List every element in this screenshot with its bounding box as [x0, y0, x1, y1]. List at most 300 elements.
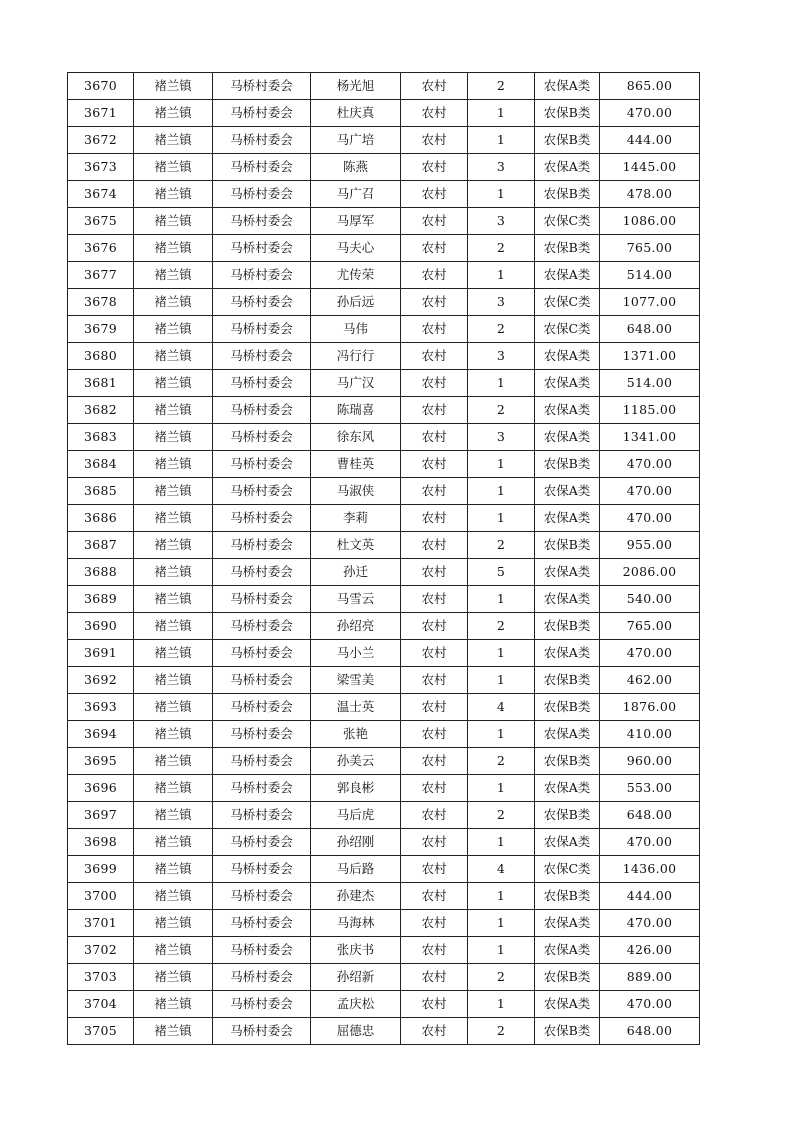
- town-cell: 褚兰镇: [134, 883, 213, 910]
- household-size-cell: 3: [468, 343, 535, 370]
- amount-cell: 470.00: [600, 991, 700, 1018]
- town-cell: 褚兰镇: [134, 343, 213, 370]
- record-number-cell: 3692: [68, 667, 134, 694]
- insurance-category-cell: 农保B类: [535, 451, 600, 478]
- record-number-cell: 3684: [68, 451, 134, 478]
- person-name-cell: 孙绍亮: [311, 613, 401, 640]
- amount-cell: 470.00: [600, 100, 700, 127]
- residence-type-cell: 农村: [401, 154, 468, 181]
- village-committee-cell: 马桥村委会: [213, 424, 311, 451]
- table-row: [68, 694, 700, 721]
- town-cell: 褚兰镇: [134, 262, 213, 289]
- insurance-category-cell: 农保A类: [535, 991, 600, 1018]
- beneficiary-table: [67, 72, 700, 1045]
- amount-cell: 1086.00: [600, 208, 700, 235]
- village-committee-cell: 马桥村委会: [213, 289, 311, 316]
- residence-type-cell: 农村: [401, 964, 468, 991]
- table-row: [68, 937, 700, 964]
- village-committee-cell: 马桥村委会: [213, 100, 311, 127]
- village-committee-cell: 马桥村委会: [213, 586, 311, 613]
- town-cell: 褚兰镇: [134, 73, 213, 100]
- town-cell: 褚兰镇: [134, 667, 213, 694]
- person-name-cell: 马后路: [311, 856, 401, 883]
- table-row: [68, 262, 700, 289]
- village-committee-cell: 马桥村委会: [213, 856, 311, 883]
- insurance-category-cell: 农保B类: [535, 748, 600, 775]
- insurance-category-cell: 农保A类: [535, 829, 600, 856]
- insurance-category-cell: 农保B类: [535, 181, 600, 208]
- residence-type-cell: 农村: [401, 478, 468, 505]
- record-number-cell: 3693: [68, 694, 134, 721]
- household-size-cell: 1: [468, 127, 535, 154]
- record-number-cell: 3671: [68, 100, 134, 127]
- insurance-category-cell: 农保A类: [535, 505, 600, 532]
- person-name-cell: 冯行行: [311, 343, 401, 370]
- village-committee-cell: 马桥村委会: [213, 181, 311, 208]
- record-number-cell: 3687: [68, 532, 134, 559]
- person-name-cell: 马厚军: [311, 208, 401, 235]
- insurance-category-cell: 农保B类: [535, 532, 600, 559]
- table-row: [68, 370, 700, 397]
- record-number-cell: 3680: [68, 343, 134, 370]
- residence-type-cell: 农村: [401, 640, 468, 667]
- record-number-cell: 3697: [68, 802, 134, 829]
- table-row: [68, 775, 700, 802]
- record-number-cell: 3681: [68, 370, 134, 397]
- household-size-cell: 2: [468, 532, 535, 559]
- village-committee-cell: 马桥村委会: [213, 505, 311, 532]
- household-size-cell: 1: [468, 640, 535, 667]
- residence-type-cell: 农村: [401, 208, 468, 235]
- amount-cell: 470.00: [600, 451, 700, 478]
- table-row: [68, 478, 700, 505]
- amount-cell: 1077.00: [600, 289, 700, 316]
- village-committee-cell: 马桥村委会: [213, 73, 311, 100]
- record-number-cell: 3674: [68, 181, 134, 208]
- household-size-cell: 1: [468, 937, 535, 964]
- person-name-cell: 温士英: [311, 694, 401, 721]
- person-name-cell: 杜庆真: [311, 100, 401, 127]
- residence-type-cell: 农村: [401, 181, 468, 208]
- record-number-cell: 3686: [68, 505, 134, 532]
- record-number-cell: 3679: [68, 316, 134, 343]
- town-cell: 褚兰镇: [134, 397, 213, 424]
- insurance-category-cell: 农保B类: [535, 964, 600, 991]
- town-cell: 褚兰镇: [134, 505, 213, 532]
- residence-type-cell: 农村: [401, 775, 468, 802]
- insurance-category-cell: 农保C类: [535, 208, 600, 235]
- record-number-cell: 3699: [68, 856, 134, 883]
- insurance-category-cell: 农保A类: [535, 721, 600, 748]
- amount-cell: 514.00: [600, 370, 700, 397]
- table-row: [68, 343, 700, 370]
- record-number-cell: 3683: [68, 424, 134, 451]
- record-number-cell: 3676: [68, 235, 134, 262]
- village-committee-cell: 马桥村委会: [213, 775, 311, 802]
- village-committee-cell: 马桥村委会: [213, 532, 311, 559]
- person-name-cell: 马广培: [311, 127, 401, 154]
- record-number-cell: 3685: [68, 478, 134, 505]
- amount-cell: 648.00: [600, 316, 700, 343]
- residence-type-cell: 农村: [401, 127, 468, 154]
- record-number-cell: 3670: [68, 73, 134, 100]
- town-cell: 褚兰镇: [134, 721, 213, 748]
- amount-cell: 765.00: [600, 235, 700, 262]
- insurance-category-cell: 农保C类: [535, 316, 600, 343]
- village-committee-cell: 马桥村委会: [213, 991, 311, 1018]
- village-committee-cell: 马桥村委会: [213, 397, 311, 424]
- person-name-cell: 马夫心: [311, 235, 401, 262]
- amount-cell: 1341.00: [600, 424, 700, 451]
- insurance-category-cell: 农保B类: [535, 127, 600, 154]
- person-name-cell: 孙后远: [311, 289, 401, 316]
- amount-cell: 410.00: [600, 721, 700, 748]
- person-name-cell: 梁雪美: [311, 667, 401, 694]
- household-size-cell: 2: [468, 613, 535, 640]
- person-name-cell: 孙绍刚: [311, 829, 401, 856]
- person-name-cell: 马广召: [311, 181, 401, 208]
- person-name-cell: 徐东风: [311, 424, 401, 451]
- table-row: [68, 208, 700, 235]
- town-cell: 褚兰镇: [134, 181, 213, 208]
- amount-cell: 478.00: [600, 181, 700, 208]
- person-name-cell: 李莉: [311, 505, 401, 532]
- person-name-cell: 马海林: [311, 910, 401, 937]
- table-row: [68, 667, 700, 694]
- residence-type-cell: 农村: [401, 721, 468, 748]
- amount-cell: 865.00: [600, 73, 700, 100]
- table-row: [68, 505, 700, 532]
- table-row: [68, 154, 700, 181]
- record-number-cell: 3688: [68, 559, 134, 586]
- village-committee-cell: 马桥村委会: [213, 1018, 311, 1045]
- village-committee-cell: 马桥村委会: [213, 694, 311, 721]
- amount-cell: 462.00: [600, 667, 700, 694]
- household-size-cell: 1: [468, 775, 535, 802]
- household-size-cell: 5: [468, 559, 535, 586]
- town-cell: 褚兰镇: [134, 100, 213, 127]
- residence-type-cell: 农村: [401, 316, 468, 343]
- household-size-cell: 2: [468, 73, 535, 100]
- household-size-cell: 1: [468, 262, 535, 289]
- village-committee-cell: 马桥村委会: [213, 127, 311, 154]
- household-size-cell: 3: [468, 208, 535, 235]
- record-number-cell: 3689: [68, 586, 134, 613]
- town-cell: 褚兰镇: [134, 964, 213, 991]
- amount-cell: 1445.00: [600, 154, 700, 181]
- residence-type-cell: 农村: [401, 991, 468, 1018]
- household-size-cell: 4: [468, 856, 535, 883]
- village-committee-cell: 马桥村委会: [213, 910, 311, 937]
- table-row: [68, 883, 700, 910]
- insurance-category-cell: 农保A类: [535, 397, 600, 424]
- village-committee-cell: 马桥村委会: [213, 235, 311, 262]
- village-committee-cell: 马桥村委会: [213, 262, 311, 289]
- village-committee-cell: 马桥村委会: [213, 802, 311, 829]
- amount-cell: 540.00: [600, 586, 700, 613]
- amount-cell: 1371.00: [600, 343, 700, 370]
- household-size-cell: 1: [468, 100, 535, 127]
- residence-type-cell: 农村: [401, 937, 468, 964]
- table-row: [68, 100, 700, 127]
- amount-cell: 470.00: [600, 478, 700, 505]
- insurance-category-cell: 农保B类: [535, 613, 600, 640]
- person-name-cell: 屈德忠: [311, 1018, 401, 1045]
- table-row: [68, 451, 700, 478]
- record-number-cell: 3698: [68, 829, 134, 856]
- household-size-cell: 1: [468, 586, 535, 613]
- village-committee-cell: 马桥村委会: [213, 829, 311, 856]
- village-committee-cell: 马桥村委会: [213, 937, 311, 964]
- record-number-cell: 3672: [68, 127, 134, 154]
- amount-cell: 444.00: [600, 127, 700, 154]
- household-size-cell: 3: [468, 289, 535, 316]
- table-row: [68, 1018, 700, 1045]
- insurance-category-cell: 农保A类: [535, 73, 600, 100]
- insurance-category-cell: 农保B类: [535, 100, 600, 127]
- residence-type-cell: 农村: [401, 748, 468, 775]
- record-number-cell: 3705: [68, 1018, 134, 1045]
- residence-type-cell: 农村: [401, 1018, 468, 1045]
- town-cell: 褚兰镇: [134, 127, 213, 154]
- amount-cell: 648.00: [600, 1018, 700, 1045]
- household-size-cell: 2: [468, 964, 535, 991]
- insurance-category-cell: 农保A类: [535, 262, 600, 289]
- household-size-cell: 1: [468, 505, 535, 532]
- record-number-cell: 3690: [68, 613, 134, 640]
- table-row: [68, 559, 700, 586]
- household-size-cell: 1: [468, 181, 535, 208]
- record-number-cell: 3701: [68, 910, 134, 937]
- amount-cell: 1876.00: [600, 694, 700, 721]
- household-size-cell: 2: [468, 748, 535, 775]
- village-committee-cell: 马桥村委会: [213, 721, 311, 748]
- amount-cell: 765.00: [600, 613, 700, 640]
- record-number-cell: 3694: [68, 721, 134, 748]
- town-cell: 褚兰镇: [134, 559, 213, 586]
- village-committee-cell: 马桥村委会: [213, 208, 311, 235]
- amount-cell: 889.00: [600, 964, 700, 991]
- record-number-cell: 3691: [68, 640, 134, 667]
- household-size-cell: 1: [468, 991, 535, 1018]
- person-name-cell: 曹桂英: [311, 451, 401, 478]
- village-committee-cell: 马桥村委会: [213, 883, 311, 910]
- person-name-cell: 马雪云: [311, 586, 401, 613]
- town-cell: 褚兰镇: [134, 640, 213, 667]
- table-row: [68, 721, 700, 748]
- table-row: [68, 586, 700, 613]
- town-cell: 褚兰镇: [134, 937, 213, 964]
- table-row: [68, 424, 700, 451]
- person-name-cell: 马小兰: [311, 640, 401, 667]
- table-row: [68, 748, 700, 775]
- household-size-cell: 3: [468, 424, 535, 451]
- person-name-cell: 郭良彬: [311, 775, 401, 802]
- table-row: [68, 397, 700, 424]
- town-cell: 褚兰镇: [134, 856, 213, 883]
- amount-cell: 960.00: [600, 748, 700, 775]
- town-cell: 褚兰镇: [134, 694, 213, 721]
- record-number-cell: 3675: [68, 208, 134, 235]
- person-name-cell: 孙建杰: [311, 883, 401, 910]
- insurance-category-cell: 农保B类: [535, 667, 600, 694]
- town-cell: 褚兰镇: [134, 316, 213, 343]
- household-size-cell: 2: [468, 1018, 535, 1045]
- table-body: [68, 73, 700, 1045]
- insurance-category-cell: 农保A类: [535, 478, 600, 505]
- table-row: [68, 991, 700, 1018]
- insurance-category-cell: 农保A类: [535, 154, 600, 181]
- table-row: [68, 829, 700, 856]
- person-name-cell: 马伟: [311, 316, 401, 343]
- table-row: [68, 181, 700, 208]
- residence-type-cell: 农村: [401, 424, 468, 451]
- household-size-cell: 4: [468, 694, 535, 721]
- town-cell: 褚兰镇: [134, 289, 213, 316]
- person-name-cell: 马后虎: [311, 802, 401, 829]
- residence-type-cell: 农村: [401, 910, 468, 937]
- residence-type-cell: 农村: [401, 505, 468, 532]
- household-size-cell: 2: [468, 316, 535, 343]
- household-size-cell: 3: [468, 154, 535, 181]
- insurance-category-cell: 农保A类: [535, 586, 600, 613]
- record-number-cell: 3704: [68, 991, 134, 1018]
- household-size-cell: 2: [468, 802, 535, 829]
- town-cell: 褚兰镇: [134, 991, 213, 1018]
- residence-type-cell: 农村: [401, 289, 468, 316]
- town-cell: 褚兰镇: [134, 775, 213, 802]
- amount-cell: 470.00: [600, 910, 700, 937]
- village-committee-cell: 马桥村委会: [213, 316, 311, 343]
- person-name-cell: 孙绍新: [311, 964, 401, 991]
- record-number-cell: 3682: [68, 397, 134, 424]
- village-committee-cell: 马桥村委会: [213, 154, 311, 181]
- table-row: [68, 235, 700, 262]
- insurance-category-cell: 农保A类: [535, 370, 600, 397]
- amount-cell: 470.00: [600, 505, 700, 532]
- town-cell: 褚兰镇: [134, 613, 213, 640]
- person-name-cell: 张艳: [311, 721, 401, 748]
- residence-type-cell: 农村: [401, 532, 468, 559]
- residence-type-cell: 农村: [401, 73, 468, 100]
- household-size-cell: 1: [468, 721, 535, 748]
- residence-type-cell: 农村: [401, 370, 468, 397]
- residence-type-cell: 农村: [401, 559, 468, 586]
- village-committee-cell: 马桥村委会: [213, 370, 311, 397]
- insurance-category-cell: 农保B类: [535, 1018, 600, 1045]
- person-name-cell: 杜文英: [311, 532, 401, 559]
- table-row: [68, 802, 700, 829]
- residence-type-cell: 农村: [401, 856, 468, 883]
- residence-type-cell: 农村: [401, 100, 468, 127]
- residence-type-cell: 农村: [401, 883, 468, 910]
- town-cell: 褚兰镇: [134, 1018, 213, 1045]
- residence-type-cell: 农村: [401, 586, 468, 613]
- insurance-category-cell: 农保A类: [535, 937, 600, 964]
- person-name-cell: 马淑侠: [311, 478, 401, 505]
- amount-cell: 2086.00: [600, 559, 700, 586]
- insurance-category-cell: 农保A类: [535, 775, 600, 802]
- record-number-cell: 3700: [68, 883, 134, 910]
- amount-cell: 553.00: [600, 775, 700, 802]
- amount-cell: 514.00: [600, 262, 700, 289]
- residence-type-cell: 农村: [401, 262, 468, 289]
- village-committee-cell: 马桥村委会: [213, 748, 311, 775]
- record-number-cell: 3703: [68, 964, 134, 991]
- town-cell: 褚兰镇: [134, 424, 213, 451]
- residence-type-cell: 农村: [401, 694, 468, 721]
- insurance-category-cell: 农保A类: [535, 343, 600, 370]
- village-committee-cell: 马桥村委会: [213, 343, 311, 370]
- town-cell: 褚兰镇: [134, 586, 213, 613]
- table-row: [68, 964, 700, 991]
- record-number-cell: 3696: [68, 775, 134, 802]
- person-name-cell: 马广汉: [311, 370, 401, 397]
- table-row: [68, 73, 700, 100]
- insurance-category-cell: 农保B类: [535, 694, 600, 721]
- insurance-category-cell: 农保A类: [535, 640, 600, 667]
- record-number-cell: 3695: [68, 748, 134, 775]
- residence-type-cell: 农村: [401, 667, 468, 694]
- household-size-cell: 1: [468, 883, 535, 910]
- residence-type-cell: 农村: [401, 397, 468, 424]
- village-committee-cell: 马桥村委会: [213, 964, 311, 991]
- town-cell: 褚兰镇: [134, 748, 213, 775]
- table-row: [68, 856, 700, 883]
- record-number-cell: 3702: [68, 937, 134, 964]
- insurance-category-cell: 农保B类: [535, 235, 600, 262]
- insurance-category-cell: 农保A类: [535, 910, 600, 937]
- insurance-category-cell: 农保B类: [535, 883, 600, 910]
- town-cell: 褚兰镇: [134, 208, 213, 235]
- table-row: [68, 316, 700, 343]
- village-committee-cell: 马桥村委会: [213, 667, 311, 694]
- town-cell: 褚兰镇: [134, 829, 213, 856]
- residence-type-cell: 农村: [401, 802, 468, 829]
- household-size-cell: 1: [468, 451, 535, 478]
- person-name-cell: 孙美云: [311, 748, 401, 775]
- village-committee-cell: 马桥村委会: [213, 478, 311, 505]
- person-name-cell: 尤传荣: [311, 262, 401, 289]
- village-committee-cell: 马桥村委会: [213, 640, 311, 667]
- town-cell: 褚兰镇: [134, 370, 213, 397]
- table-row: [68, 640, 700, 667]
- town-cell: 褚兰镇: [134, 154, 213, 181]
- village-committee-cell: 马桥村委会: [213, 559, 311, 586]
- residence-type-cell: 农村: [401, 343, 468, 370]
- household-size-cell: 1: [468, 910, 535, 937]
- amount-cell: 444.00: [600, 883, 700, 910]
- residence-type-cell: 农村: [401, 235, 468, 262]
- person-name-cell: 陈燕: [311, 154, 401, 181]
- person-name-cell: 孟庆松: [311, 991, 401, 1018]
- residence-type-cell: 农村: [401, 829, 468, 856]
- household-size-cell: 2: [468, 235, 535, 262]
- amount-cell: 470.00: [600, 829, 700, 856]
- record-number-cell: 3678: [68, 289, 134, 316]
- amount-cell: 648.00: [600, 802, 700, 829]
- household-size-cell: 1: [468, 667, 535, 694]
- insurance-category-cell: 农保A类: [535, 559, 600, 586]
- amount-cell: 470.00: [600, 640, 700, 667]
- household-size-cell: 1: [468, 370, 535, 397]
- town-cell: 褚兰镇: [134, 910, 213, 937]
- person-name-cell: 杨光旭: [311, 73, 401, 100]
- person-name-cell: 陈瑞喜: [311, 397, 401, 424]
- table-row: [68, 127, 700, 154]
- residence-type-cell: 农村: [401, 451, 468, 478]
- town-cell: 褚兰镇: [134, 478, 213, 505]
